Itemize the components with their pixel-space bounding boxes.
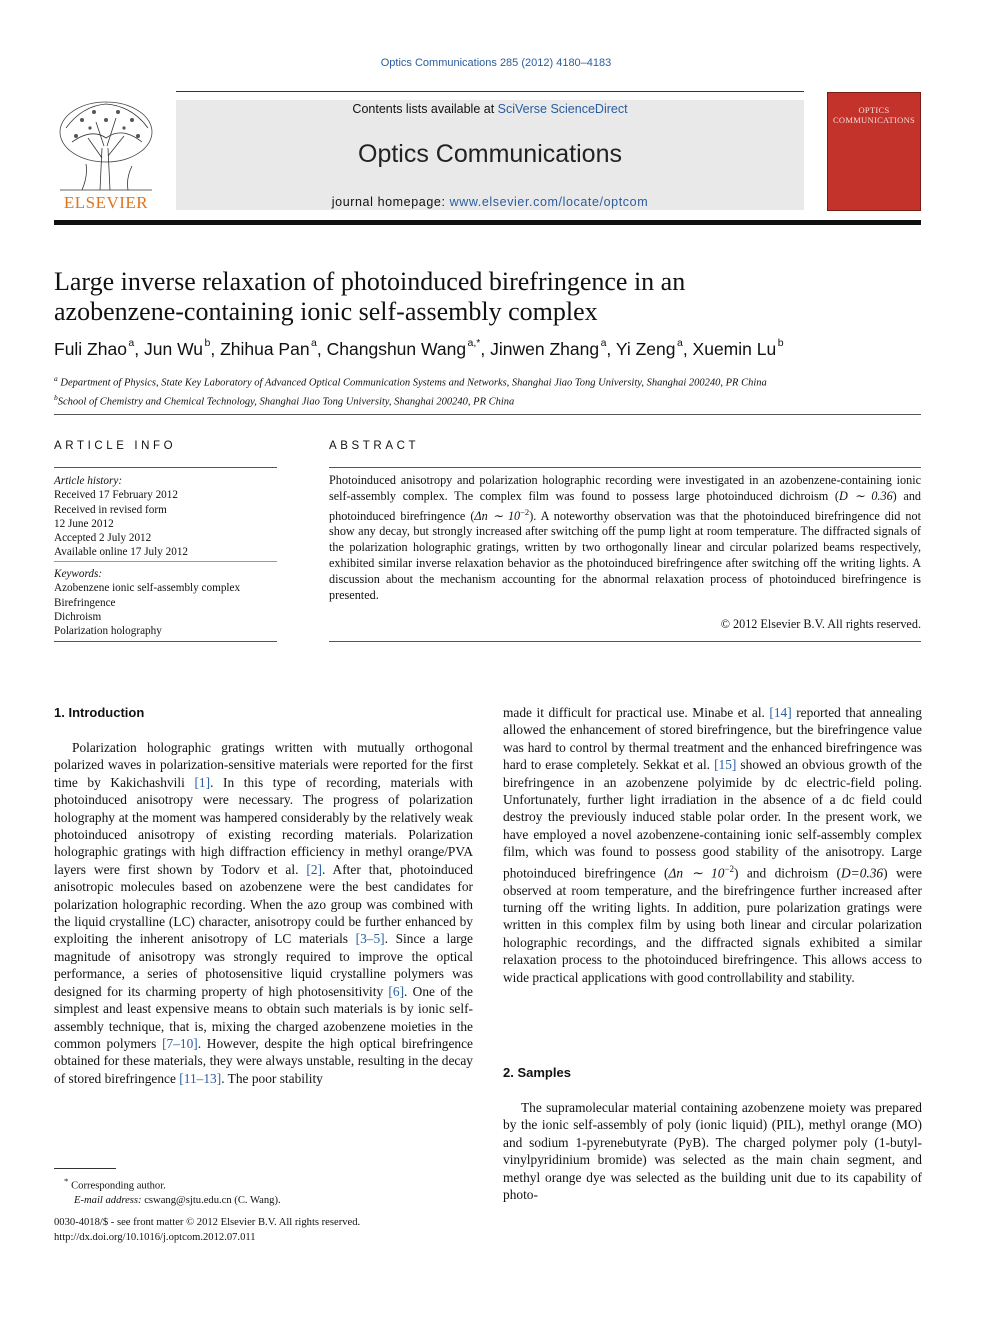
keywords: [54, 567, 277, 638]
keyword[interactable]: Dichroism: [54, 610, 102, 623]
author[interactable]: Changshun Wang $^{a,*}$: [326, 337, 481, 359]
citation-link[interactable]: [6]: [388, 983, 405, 999]
history-item: Accepted 2 July 2012: [54, 532, 152, 545]
article-info-heading: ARTICLE INFO: [54, 440, 177, 452]
divider: [54, 561, 277, 562]
contents-line: [176, 102, 804, 116]
doi-link[interactable]: http://dx.doi.org/10.1016/j.optcom.2012.07.011: [54, 1231, 256, 1243]
section-1-heading: 1. Introduction: [54, 705, 145, 720]
citation-link[interactable]: [1]: [194, 774, 211, 790]
divider: [54, 414, 921, 415]
keyword[interactable]: Azobenzene ionic self-assembly complex: [54, 582, 241, 595]
author-list: Fuli Zhao $^a$, Jun Wu $^b$, Zhihua Pan $^a$, Changshun Wang $^{a,*}$, Jinwen Zhang $^a$, Yi Zeng $^a$, Xuemin Lu $^b$: [54, 337, 784, 359]
header-thick-rule: [54, 220, 921, 225]
section-2-heading: 2. Samples: [503, 1065, 571, 1080]
corresponding-author-note: * Corresponding author. E-mail address: cswang@sjtu.edu.cn (C. Wang).: [64, 1176, 281, 1207]
contents-prefix: Contents lists available at: [352, 102, 498, 116]
divider: [329, 467, 921, 468]
history-item: Available online 17 July 2012: [54, 546, 189, 559]
abstract-copyright: © 2012 Elsevier B.V. All rights reserved.: [720, 617, 921, 631]
tree-icon: [52, 98, 160, 192]
introduction-right-text: made it difficult for practical use. Minabe et al. [14] reported that annealing allowed the enhancement of stored birefringence, but the birefringence value was hard to control by thermal treatment and the enhanced birefringence was hard to erase completely. Sekkat et al. [15] showed an obvious growth of the birefringence in an azobenzene polyimide by dc electric-field poling. Unfortunately, further light irradiation in the absence of a dc field could destroy the previously induced stable polar order. In the present work, we have employed a novel azobenzene-containing ionic self-assembly complex film, which was found to possess good stability of the anisotropy. Large photoinduced birefringence (Δn ∼ $10^{-2}$) and dichroism (D=0.36) were observed at room temperature, and the birefringence further increased after turning off the writing lights. In addition, pure polarization gratings were written in this complex film by using both linear and circular polarization holographic recordings, and the diffracted signals exhibited a similar relaxation process to the photoinduced birefringence. This allows access to wide practical applications with good controllability and stability.: [503, 705, 923, 985]
samples-text: The supramolecular material containing azobenzene moiety was prepared by the ionic self-assembly of poly (ionic liquid) (PIL), methyl orange (MO) and sodium 1-pyrenebutyrate (PyB). The charged polymer poly (1-butyl-vinylpyridinium bromide) was selected as the main chain segment, and methyl orange dye was selected as the building unit due to its capability of photo-: [503, 1100, 922, 1203]
author[interactable]: Jun Wu $^b$: [144, 337, 211, 359]
footnote-rule: [54, 1168, 116, 1169]
abstract-text: Photoinduced anisotropy and polarization holographic recording were investigated in an azobenzene-containing ionic self-assembly complex. The complex film was found to possess large photoinduced dichroism (D ∼ 0.36) and photoinduced birefringence (Δn ∼ $10^{-2}$). A noteworthy observation was that the photoinduced birefringence did not show any decay, but strongly increased after switching off the pump light at room temperature. The diffracted signals of the polarization holographic gratings, written by two orthogonally linear and circular polarized beams respectively, exhibited similar inverse relaxation behavior as the photoinduced birefringence after switching off the writing lights. A discussion about the mechanism accounting for the abnormal relaxation process of photoinduced birefringence is presented.: [329, 473, 922, 602]
author[interactable]: Jinwen Zhang $^a$: [490, 337, 607, 359]
affiliation-a: $^a$ Department of Physics, State Key Laboratory of Advanced Optical Communication Systems and Networks, Shanghai Jiao Tong University, Shanghai 200240, PR China: [54, 374, 767, 389]
keyword[interactable]: Birefringence: [54, 596, 116, 609]
citation-link[interactable]: [14]: [769, 705, 792, 720]
citation-link[interactable]: [11–13]: [179, 1070, 222, 1086]
divider: [54, 467, 277, 468]
citation-link[interactable]: [15]: [714, 757, 737, 773]
affiliations: [54, 372, 924, 410]
issn-doi: [54, 1216, 494, 1245]
elsevier-wordmark: ELSEVIER: [63, 193, 149, 212]
divider: [329, 641, 921, 642]
introduction-left-text: Polarization holographic gratings written with mutually orthogonal polarized waves in polarization-sensitive materials were reported for the first time by Kakichashvili [1]. In this type of recording, materials with photoinduced anisotropy were necessary. The progress of polarization holography at the moment was hampered considerably by the relatively weak photoinduced anisotropy of existing recording materials. Polarization holographic gratings with high diffraction efficiency in methyl orange/PVA layers were first shown by Todorv et al. [2]. After that, photoinduced anisotropic molecules based on azobenzene were the best candidates for polarization holographic recording. When the azo group was combined with the liquid crystalline (LC) character, anisotropy could be further enhanced by exploiting the inherent anisotropy of LC materials [3–5]. Since a large magnitude of anisotropy was strongly required to improve the optical performance, a series of photosensitive liquid crystalline polymers was designed for its charming property of high photosensitivity [6]. One of the simplest and least expensive means to obtain such materials is by ionic self-assembly technique, that is, mixing the charged azobenzene moieties in the common polymers [7–10]. However, despite the high optical birefringence obtained for these materials, they were always unstable, resulting in the decay of stored birefringence [11–13]. The poor stability: [54, 740, 474, 1086]
history-item: Received 17 February 2012: [54, 489, 178, 502]
author[interactable]: Zhihua Pan $^a$: [220, 337, 317, 359]
article-history: [54, 474, 277, 560]
author[interactable]: Fuli Zhao $^a$: [54, 337, 135, 359]
citation-link[interactable]: [2]: [306, 861, 322, 877]
divider: [54, 641, 277, 642]
citation-link[interactable]: [7–10]: [162, 1035, 198, 1051]
author[interactable]: Yi Zeng $^a$: [615, 337, 683, 359]
journal-citation[interactable]: Optics Communications 285 (2012) 4180–4183: [380, 57, 612, 69]
journal-title: Optics Communications: [358, 140, 622, 168]
history-label: Article history:: [54, 475, 123, 487]
keywords-label: Keywords:: [54, 568, 103, 580]
sciencedirect-link[interactable]: SciVerse ScienceDirect: [497, 102, 628, 116]
header-rule: [176, 91, 804, 92]
journal-cover-image[interactable]: [827, 92, 921, 211]
cover-title-line1: OPTICS: [858, 105, 890, 115]
article-title: [54, 267, 914, 327]
affiliation-b: $^b$School of Chemistry and Chemical Technology, Shanghai Jiao Tong University, Shanghai 200240, PR China: [54, 393, 515, 408]
abstract-heading: ABSTRACT: [329, 440, 420, 452]
homepage-line: [176, 195, 804, 209]
history-item: Received in revised form: [54, 503, 167, 516]
cover-title: [828, 105, 920, 125]
keyword[interactable]: Polarization holography: [54, 625, 162, 638]
issn-line: 0030-4018/$ - see front matter © 2012 Elsevier B.V. All rights reserved.: [54, 1217, 361, 1228]
cover-title-line2: COMMUNICATIONS: [832, 115, 916, 125]
citation-link[interactable]: [3–5]: [355, 931, 385, 947]
author[interactable]: Xuemin Lu $^b$: [692, 337, 784, 359]
email-link[interactable]: cswang@sjtu.edu.cn (C. Wang).: [144, 1195, 281, 1207]
history-item: 12 June 2012: [54, 517, 114, 530]
title-line-1: Large inverse relaxation of photoinduced birefringence in an: [54, 267, 686, 296]
title-line-2: azobenzene-containing ionic self-assembly complex: [54, 297, 598, 326]
homepage-prefix: journal homepage:: [331, 195, 450, 209]
homepage-link[interactable]: www.elsevier.com/locate/optcom: [449, 195, 649, 209]
